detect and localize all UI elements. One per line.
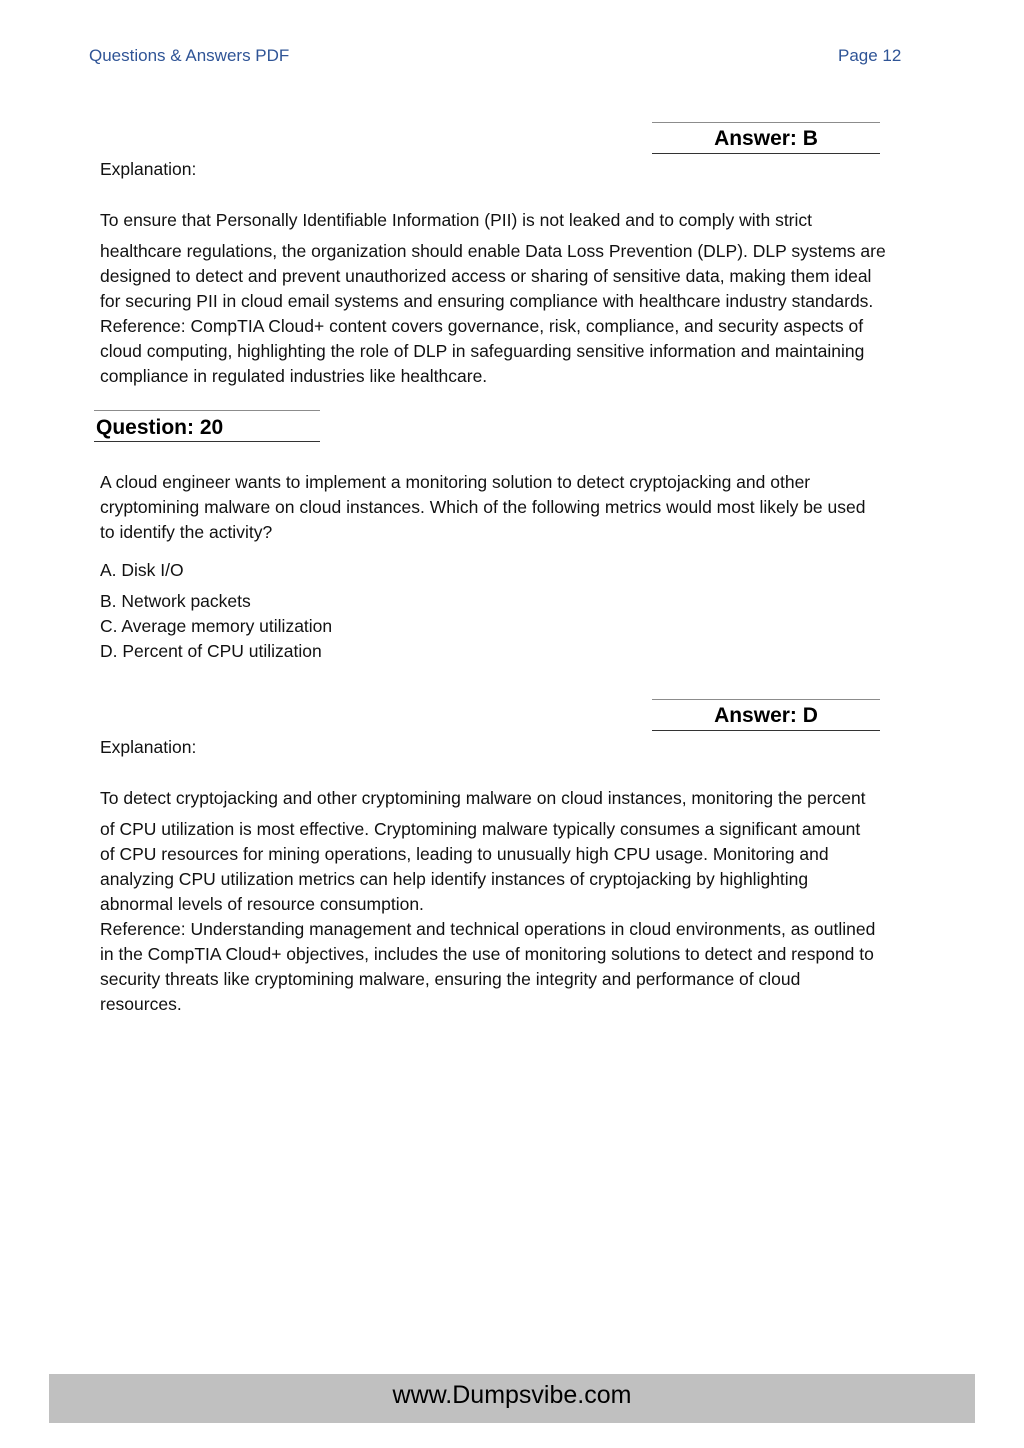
- question-title-q20: Question: 20: [96, 416, 224, 439]
- option-a: A. Disk I/O: [100, 560, 184, 580]
- options-list-q20: [100, 558, 960, 664]
- answer-box-q20: [652, 699, 880, 731]
- question-line: cryptomining malware on cloud instances. Which of the following metrics would most likely be used: [100, 497, 866, 517]
- explanation-line: designed to detect and prevent unauthorized access or sharing of sensitive data, making them ideal: [100, 266, 872, 286]
- question-text-q20: [100, 470, 960, 545]
- explanation-paragraph-q20: [100, 786, 960, 1017]
- answer-box-q19: [652, 122, 880, 154]
- explanation-line: analyzing CPU utilization metrics can help identify instances of cryptojacking by highlighting: [100, 869, 809, 889]
- explanation-line: compliance in regulated industries like healthcare.: [100, 366, 488, 386]
- header-title: Questions & Answers PDF: [89, 46, 290, 65]
- footer-url[interactable]: www.Dumpsvibe.com: [392, 1381, 632, 1409]
- page-number: Page 12: [838, 46, 902, 65]
- explanation-label-q20: Explanation:: [100, 737, 197, 757]
- option-b: B. Network packets: [100, 591, 251, 611]
- explanation-line: in the CompTIA Cloud+ objectives, includes the use of monitoring solutions to detect and respond to: [100, 944, 874, 964]
- explanation-line: security threats like cryptomining malware, ensuring the integrity and performance of cloud: [100, 969, 801, 989]
- explanation-line: abnormal levels of resource consumption.: [100, 894, 424, 914]
- footer-bar: [49, 1374, 975, 1423]
- explanation-paragraph-q19: [100, 208, 960, 389]
- option-d: D. Percent of CPU utilization: [100, 641, 322, 661]
- explanation-line: of CPU utilization is most effective. Cryptomining malware typically consumes a significant amount: [100, 819, 861, 839]
- explanation-line: resources.: [100, 994, 182, 1014]
- explanation-line: To detect cryptojacking and other cryptomining malware on cloud instances, monitoring the percent: [100, 788, 866, 808]
- question-heading-q20: [94, 410, 320, 442]
- answer-label-q20: Answer: D: [714, 704, 818, 727]
- explanation-label-q19: Explanation:: [100, 159, 197, 179]
- explanation-line: cloud computing, highlighting the role of DLP in safeguarding sensitive information and maintaining: [100, 341, 865, 361]
- explanation-line: Reference: Understanding management and technical operations in cloud environments, as outlined: [100, 919, 876, 939]
- question-line: to identify the activity?: [100, 522, 273, 542]
- question-line: A cloud engineer wants to implement a monitoring solution to detect cryptojacking and other: [100, 472, 811, 492]
- explanation-line: To ensure that Personally Identifiable Information (PII) is not leaked and to comply with strict: [100, 210, 813, 230]
- explanation-line: Reference: CompTIA Cloud+ content covers governance, risk, compliance, and security aspects of: [100, 316, 864, 336]
- explanation-line: for securing PII in cloud email systems and ensuring compliance with healthcare industry standards.: [100, 291, 874, 311]
- explanation-line: healthcare regulations, the organization should enable Data Loss Prevention (DLP). DLP systems are: [100, 241, 886, 261]
- explanation-line: of CPU resources for mining operations, leading to unusually high CPU usage. Monitoring and: [100, 844, 829, 864]
- option-c: C. Average memory utilization: [100, 616, 333, 636]
- answer-label-q19: Answer: B: [714, 127, 818, 150]
